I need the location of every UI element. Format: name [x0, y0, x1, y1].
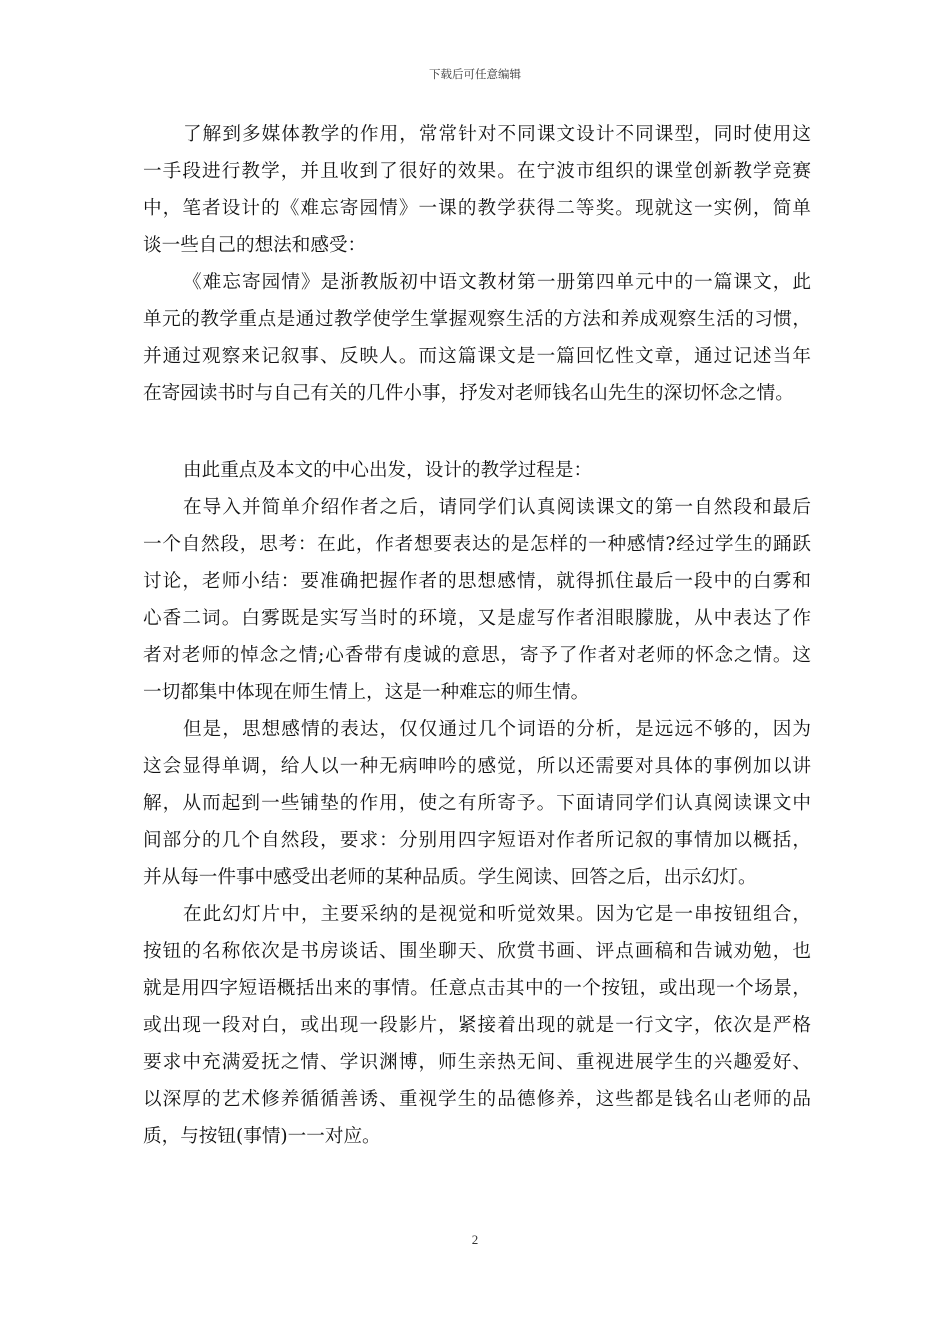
page-number: 2 [471, 1232, 479, 1247]
text-line: 单元的教学重点是通过教学使学生掌握观察生活的方法和养成观察生活的习惯， [143, 309, 811, 330]
text-line: 心香二词。白雾既是实写当时的环境，又是虚写作者泪眼朦胧，从中表达了作 [143, 608, 811, 629]
paragraph-gap [143, 412, 811, 452]
text-line: 解，从而起到一些铺垫的作用，使之有所寄予。下面请同学们认真阅读课文中 [143, 793, 811, 814]
text-line: 谈一些自己的想法和感受： [143, 235, 367, 256]
text-line: 由此重点及本文的中心出发，设计的教学过程是： [183, 460, 593, 481]
text-line: 一手段进行教学，并且收到了很好的效果。在宁波市组织的课堂创新教学竞赛 [143, 161, 811, 182]
paragraph [143, 264, 811, 412]
paragraph [143, 711, 811, 896]
text-line: 按钮的名称依次是书房谈话、围坐聊天、欣赏书画、评点画稿和告诫劝勉，也 [143, 941, 811, 962]
text-line: 间部分的几个自然段，要求：分别用四字短语对作者所记叙的事情加以概括， [143, 830, 811, 851]
paragraph [143, 452, 811, 489]
text-line: 并从每一件事中感受出老师的某种品质。学生阅读、回答之后，出示幻灯。 [143, 867, 757, 888]
text-line: 在寄园读书时与自己有关的几件小事，抒发对老师钱名山先生的深切怀念之情。 [143, 383, 794, 404]
text-line: 讨论，老师小结：要准确把握作者的思想感情，就得抓住最后一段中的白雾和 [143, 571, 811, 592]
document-body [143, 116, 811, 1155]
text-line: 并通过观察来记叙事、反映人。而这篇课文是一篇回忆性文章，通过记述当年 [143, 346, 811, 367]
text-line: 或出现一段对白，或出现一段影片，紧接着出现的就是一行文字，依次是严格 [143, 1015, 811, 1036]
text-line: 了解到多媒体教学的作用，常常针对不同课文设计不同课型，同时使用这 [183, 124, 811, 145]
text-line: 一个自然段，思考：在此，作者想要表达的是怎样的一种感情?经过学生的踊跃 [143, 534, 811, 555]
text-line: 在此幻灯片中，主要采纳的是视觉和听觉效果。因为它是一串按钮组合， [183, 904, 811, 925]
text-line: 《难忘寄园情》是浙教版初中语文教材第一册第四单元中的一篇课文，此 [183, 272, 811, 293]
text-line: 一切都集中体现在师生情上，这是一种难忘的师生情。 [143, 682, 590, 703]
text-line: 中，笔者设计的《难忘寄园情》一课的教学获得二等奖。现就这一实例，简单 [143, 198, 811, 219]
text-line: 在导入并简单介绍作者之后，请同学们认真阅读课文的第一自然段和最后 [183, 497, 811, 518]
text-line: 以深厚的艺术修养循循善诱、重视学生的品德修养，这些都是钱名山老师的品 [143, 1089, 811, 1110]
text-line: 这会显得单调，给人以一种无病呻吟的感觉，所以还需要对具体的事例加以讲 [143, 756, 811, 777]
text-line: 要求中充满爱抚之情、学识渊博，师生亲热无间、重视进展学生的兴趣爱好、 [143, 1052, 811, 1073]
paragraph [143, 116, 811, 264]
paragraph [143, 896, 811, 1155]
text-line: 但是，思想感情的表达，仅仅通过几个词语的分析，是远远不够的，因为 [183, 719, 811, 740]
text-line: 质，与按钮(事情)一一对应。 [143, 1126, 381, 1147]
paragraph [143, 489, 811, 711]
page-header: 下载后可任意编辑 [429, 67, 521, 81]
text-line: 就是用四字短语概括出来的事情。任意点击其中的一个按钮，或出现一个场景， [143, 978, 811, 999]
text-line: 者对老师的悼念之情;心香带有虔诚的意思，寄予了作者对老师的怀念之情。这 [143, 645, 811, 666]
